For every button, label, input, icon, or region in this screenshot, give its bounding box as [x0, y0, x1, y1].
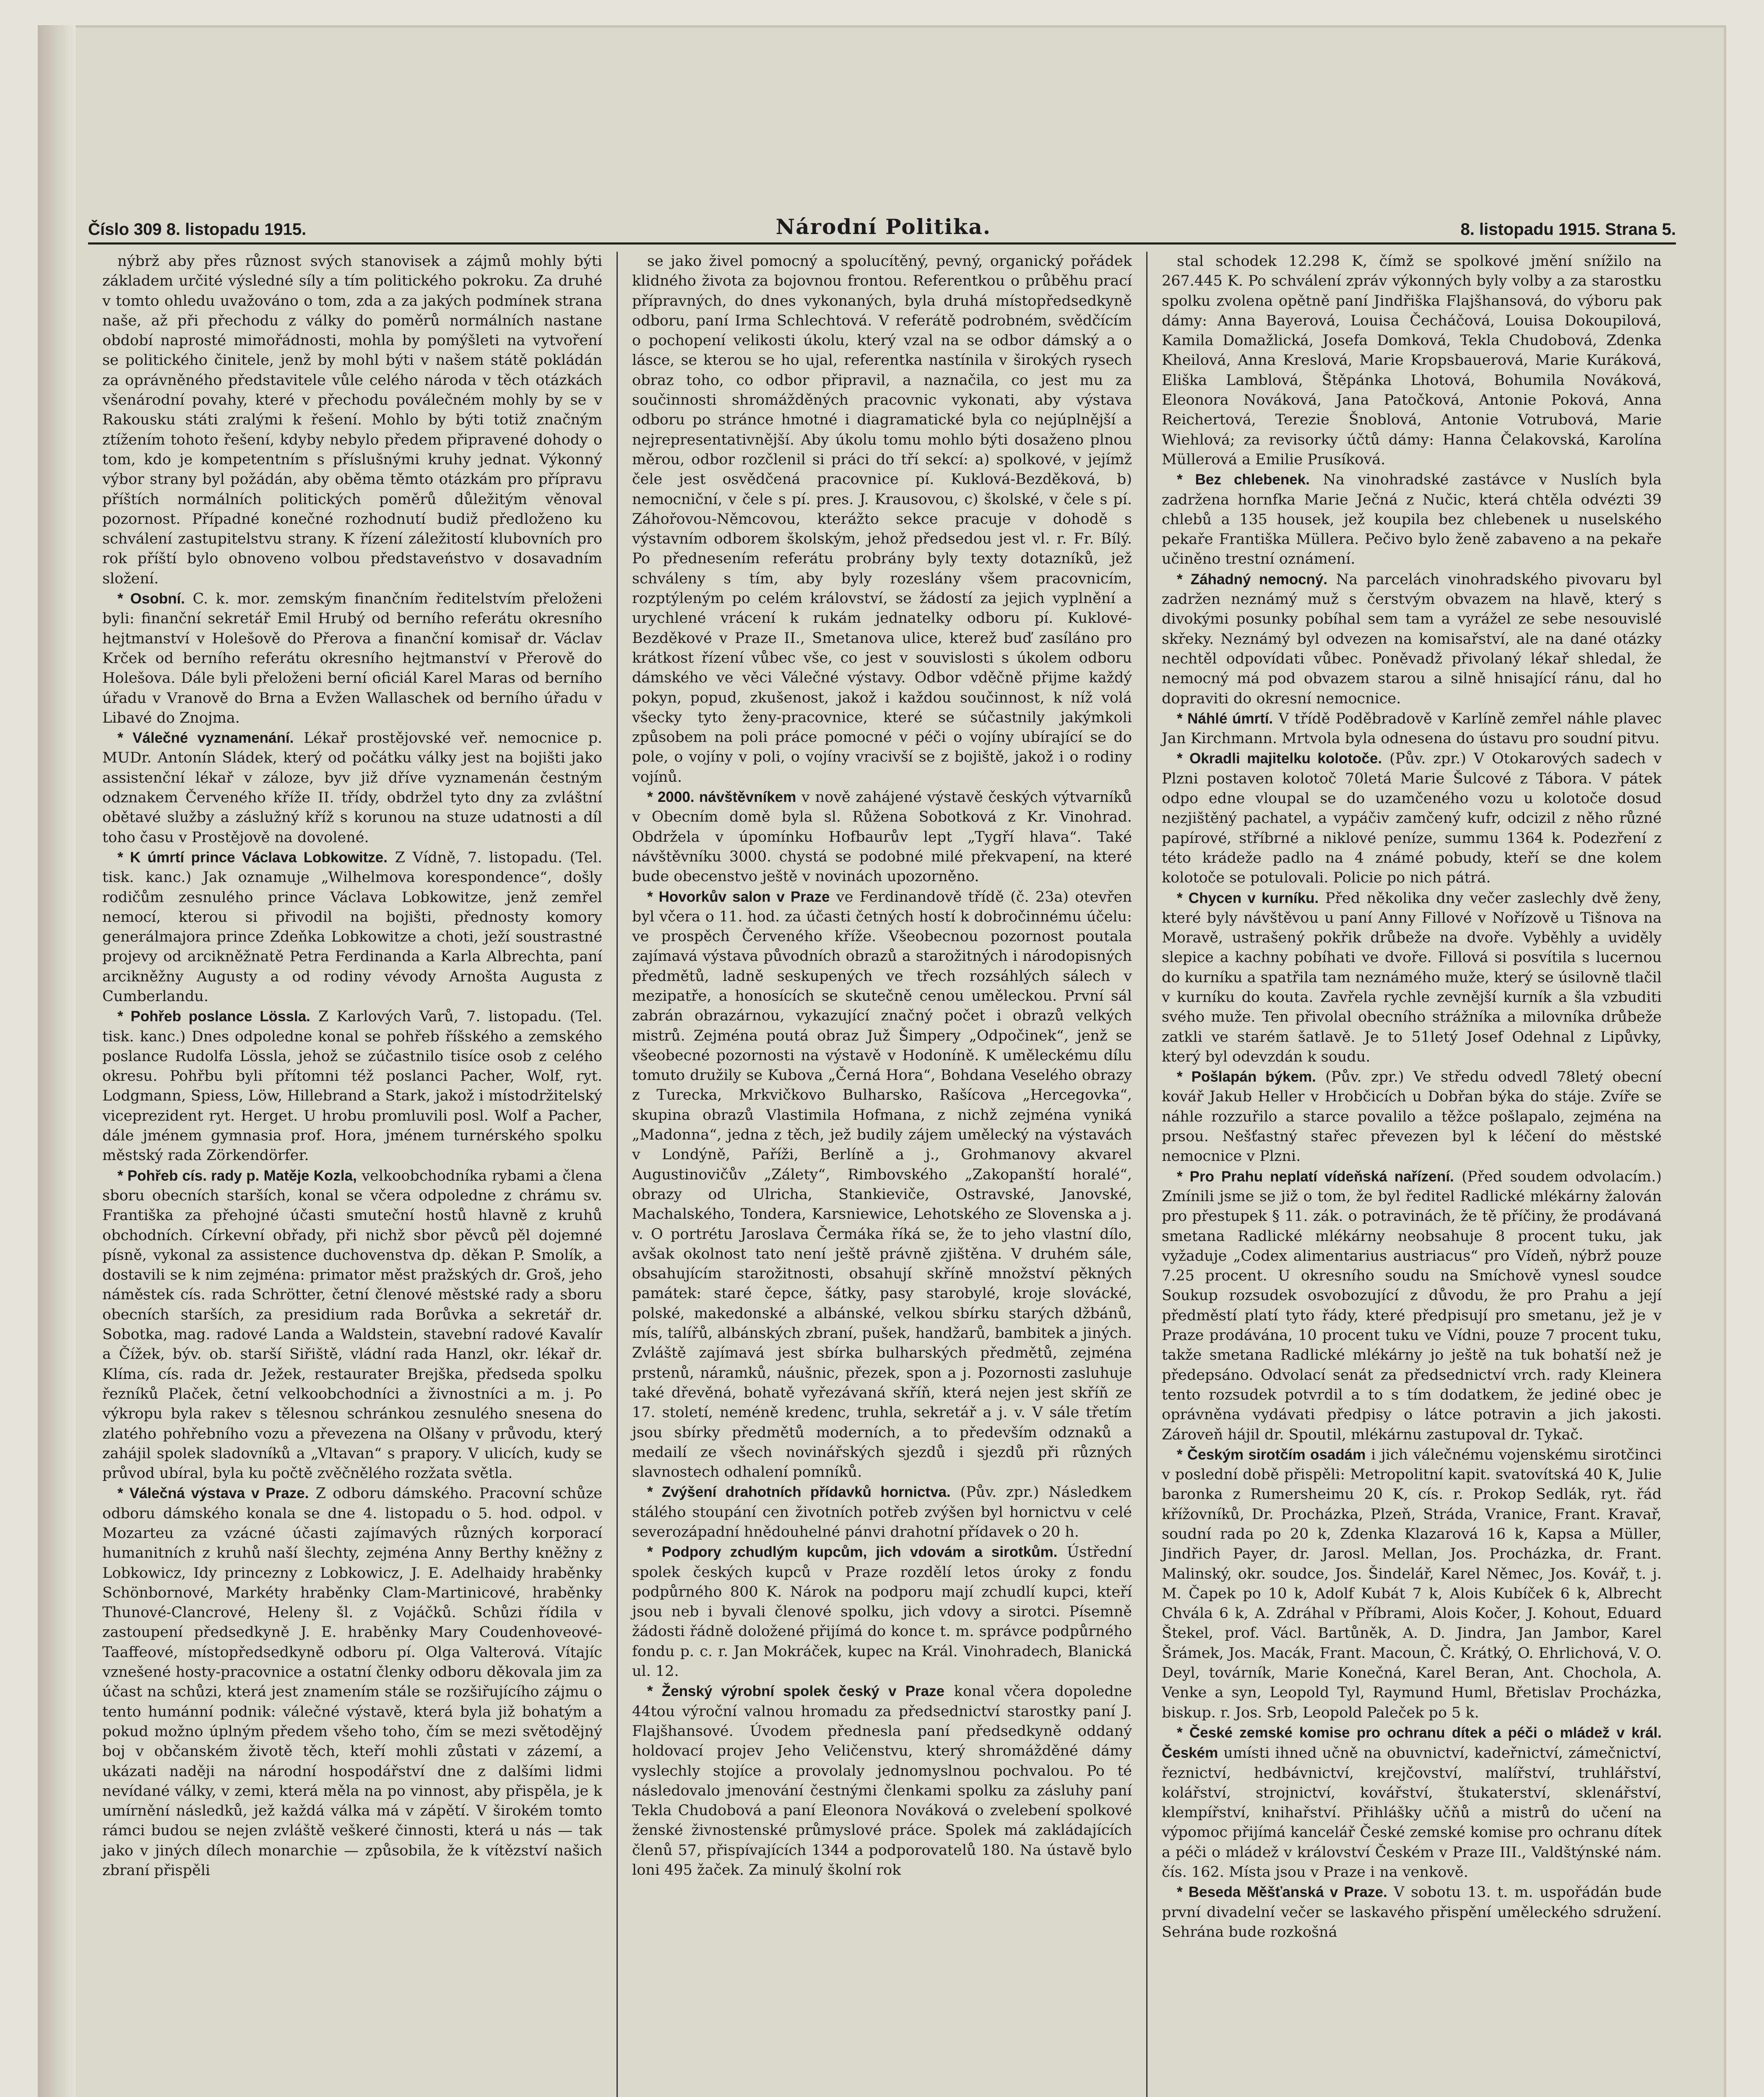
text-columns: [88, 252, 1676, 2097]
article-paragraph: [1162, 470, 1662, 569]
article-paragraph: [632, 252, 1132, 787]
article-paragraph: [102, 848, 602, 1007]
article-paragraph: [102, 728, 602, 848]
article-text: konal včera dopoledne 44tou výroční valnou hromadu za předsednictví starostky paní J. Flajšhansové. Úvodem přednesla paní předsedkyně oddaný holdovací projev Jeho Veličenstvu, který shromážděné dámy vyslechly stojíce a provolaly jednomyslnou pochvalou. Po té následovalo jmenování čestnými členkami spolku za zásluhy paní Tekla Chudobová a paní Eleonora Nováková o zvelebení spolkové ženské živnostenské průmyslové práce. Spolek má zakládajících členů 57, přispívajících 1344 a podporovatelů 180. Na ústavě bylo loni 495 žaček. Za minulý školní rok: [632, 1683, 1132, 1879]
article-heading: * České zemské komise pro ochranu dítek a péči o mládež v král. Českém: [1162, 1724, 1662, 1761]
article-text: v nově zahájené výstavě českých výtvarníků v Obecním domě byla sl. Růžena Sobotková z Kr. Vinohrad. Obdržela v úpomínku Hofbaurův lept „Tygří hlava“. Také návštěvníku 3000. chystá se podobné milé překvapení, na které bude obecenstvo ještě v novinách upozorněno.: [632, 789, 1132, 885]
article-text: V třídě Poděbradově v Karlíně zemřel náhle plavec Jan Kirchmann. Mrtvola byla odnesena do ústavu pro soudní pitvu.: [1162, 710, 1662, 747]
article-text: (Pův. zpr.) Ve středu odvedl 78letý obecní kovář Jakub Heller v Hrobčicích u Dobřan býka do stáje. Zvíře se náhle rozzuřilo a starce povalilo a těžce pošlapalo, zejména na prsou. Nešťastný stařec převezen byl k léčení do městské nemocnice v Plzni.: [1162, 1069, 1662, 1165]
article-paragraph: [1162, 1067, 1662, 1166]
column-1: [88, 252, 617, 2097]
article-text: (Před soudem odvolacím.) Zmínili jsme se již o tom, že byl ředitel Radlické mlékárny žalován pro přestupek § 11. zák. o potravinách, že tě příčiny, že prodávaná smetana Radlické mlékárny neobsahuje 8 procent tuku, jak vyžaduje „Codex alimentarius austriacus“ pro Vídeň, nýbrž pouze 7.25 procent. U okresního soudu na Smíchově vynesl soudce Soukup rozsudek osvobozující z důvodu, že pro Prahu a její předměstí platí tyto řády, které předpisují pro smetanu, jež je v Praze prodávána, 10 procent tuku ve Vídni, pouze 7 procent tuku, takže smetana Radlické mlékárny jo ještě na tuk bohatší než je předepsáno. Odvolací senát za předsednictví vrch. rady Kleinera tento rozsudek potvrdil a to s tím dodatkem, že jediné obec je oprávněna vydávati předpisy o látce potravin a jich jakosti. Zároveň hájil dr. Spoutil, mlékárnu zastupoval dr. Tykač.: [1162, 1168, 1662, 1443]
article-heading: * 2000. návštěvníkem: [647, 789, 796, 806]
article-paragraph: [102, 1007, 602, 1166]
article-paragraph: [1162, 888, 1662, 1067]
issue-number-date: Číslo 309 8. listopadu 1915.: [88, 220, 307, 239]
article-paragraph: [1162, 1167, 1662, 1445]
article-paragraph: [102, 589, 602, 728]
article-text: (Pův. zpr.) V Otokarových sadech v Plzni postaven kolotoč 70letá Marie Šulcové z Tábora. V pátek odpo edne vloupal se do uzamčeného vozu u kolotoče dosud nezjištěný pachatel, a vypáčiv zamčený kufr, odcizil z něho různé papírové, stříbrné a niklové peníze, summu 1364 k. Podezření z této krádeže padlo na 4 známé pobudy, kteří se dne kolem kolotoče se potulovali. Policie po nich pátrá.: [1162, 750, 1662, 887]
article-text: Na vinohradské zastávce v Nuslích byla zadržena hornfka Marie Ječná z Nučic, která chtěla odvézti 39 chlebů a 135 housek, jež koupila bez chlebenek u nuselského pekaře Františka Müllera. Pečivo bylo ženě zabaveno a na pekaře učiněno trestní oznámení.: [1162, 471, 1662, 568]
article-paragraph: [1162, 1723, 1662, 1882]
article-text: i jich válečnému vojenskému sirotčinci v poslední době přispěli: Metropolitní kapit. svatovítská 40 K, Julie baronka z Rumersheimu 20 K, cís. r. Prokop Sedlák, ryt. řád křížovníků, Dr. Procházka, Plzeň, Stráda, Vranice, Frant. Kravař, soudní rada po 20 k, Zdenka Klazarová 16 k, Kapsa a Müller, Jindřich Payer, dr. Jarosl. Mellan, Jos. Procházka, dr. Frant. Malinský, okr. soudce, Jos. Šindelář, Karel Němec, Jos. Kovář, t. j. M. Čapek po 10 k, Adolf Kubát 7 k, Alois Kubíček 6 k, Albrecht Chvála 6 k, A. Zdráhal v Příbrami, Alois Kočer, J. Kohout, Eduard Štekel, prof. Václ. Bartůněk, A. D. Jindra, Jan Jambor, Karel Šrámek, Jos. Macák, Frant. Macoun, Č. Krátký, O. Ehrlichová, V. O. Deyl, továrník, Marie Konečná, Karel Beran, Ant. Chochola, A. Venke a syn, Leopold Tyl, Raymund Huml, Břetislav Procházka, biskup. r. Jos. Srb, Leopold Paleček po 5 k.: [1162, 1446, 1662, 1721]
article-paragraph: [632, 887, 1132, 1483]
article-paragraph: [632, 1482, 1132, 1542]
article-text: Před několika dny večer zaslechly dvě ženy, které byly návštěvou u paní Anny Fillové v Nořízově u Tišnova na Moravě, ustrašený pokřik drůbeže na dvoře. Vyběhly a uviděly slepice a kachny pobíhati ve dvoře. Fillová si posvítila s lucernou do kurníku a spatřila tam neznámého muže, který se úsilovně tlačil v kurníku do kouta. Zavřela rychle zevnější kurník a šla vzbuditi svého muže. Ten přivolal obecního strážníka a milovníka drůbeže zatkli ve starém šatlavě. Je to 51letý Josef Odehnal z Lipůvky, který byl odevzdán k soudu.: [1162, 890, 1662, 1065]
article-paragraph: [1162, 1445, 1662, 1723]
article-heading: * Beseda Měšťanská v Praze.: [1177, 1884, 1387, 1901]
article-heading: * Okradli majitelku kolotoče.: [1177, 750, 1382, 767]
article-text: Z odboru dámského. Pracovní schůze odboru dámského konala se dne 4. listopadu o 5. hod. odpol. v Mozarteu za vzácné účasti zajímavých různých korporací humanitních z kruhů naší šlechty, zejména Anny Berthy kněžny z Lobkowicz, Idy princezny z Lobkowicz, J. E. Adelhaidy hraběnky Schönbornové, Markéty hraběnky Clam-Martinicové, hraběnky Thunové-Clancrové, Heleny šl. z Vojáčků. Schůzi řídila v zastoupení předsedkyně J. E. hraběnky Mary Coudenhoveové-Taaffeové, místopředsedkyně odboru pí. Olga Valterová. Vítajíc vznešené hosty-pracovnice a ostatní členky odboru děkovala jim za účast na schůzi, která jest znamením stále se rozšiřujícího zájmu o tento humánní podnik: válečné výstavě, která byla již bohatým a pokud možno úplným předem všeho toho, čím se mezi světodějný boj v občanském životě těch, kteří mohli zůstati v zázemí, a ukázati naději na národní hospodářství dne z dalšími lidmi nevídané války, v zemi, která měla na po vinnost, aby přispěla, je k umírnění následků, jež každá válka má v zápětí. V širokém tomto rámci budou se nejen zvláště veškeré činnosti, která u nás — tak jako v jiných dílech monarchie — způsobila, že k vítězství našich zbraní přispěli: [102, 1485, 602, 1879]
article-heading: * Pohřeb poslance Lössla.: [117, 1008, 310, 1025]
article-text: C. k. mor. zemským finančním ředitelstvím přeloženi byli: finanční sekretář Emil Hrubý od berního referátu okresního hejtmanství v Holešově do Přerova a finanční komisař dr. Václav Krček od berního referátu okresního hejtmanství v Přerově do Holešova. Dále byli přeloženi berní oficiál Karel Maras od berního úřadu v Vranově do Brna a Evžen Wallaschek od berního úřadu v Libavé do Znojma.: [102, 591, 602, 726]
article-paragraph: [632, 787, 1132, 887]
article-paragraph: [1162, 570, 1662, 709]
date-page-number: 8. listopadu 1915. Strana 5.: [1460, 220, 1676, 239]
article-text: Lékař prostějovské veř. nemocnice p. MUDr. Antonín Sládek, který od počátku války jest na bojišti jako assistenční lékař v záloze, byv již dříve vyznamenán čestným odznakem Červeného kříže II. třídy, obdržel tyto dny za zvláštní obětavé služby a záslužný kříž s korunou na stuze udatnosti a díl toho času v Prostějově na dovolené.: [102, 730, 602, 846]
article-heading: * Náhlé úmrtí.: [1177, 710, 1273, 727]
article-paragraph: [1162, 749, 1662, 888]
article-paragraph: [102, 1166, 602, 1484]
article-paragraph: [632, 1542, 1132, 1681]
newspaper-page: [38, 25, 1726, 2097]
article-text: se jako živel pomocný a spolucítěný, pevný, organický pořádek klidného života za bojovnou frontou. Referentkou o průběhu prací přípravných, do dnes vykonaných, byla druhá místopředsedkyně odboru, paní Irma Schlechtová. V referátě podrobném, svědčícím o pochopení velikosti úkolu, který vzal na se odbor dámský a o lásce, se kterou se ho ujal, referentka nastínila v širokých rysech obraz toho, co odbor připravil, a naznačila, co jest mu za součinnosti shromážděných pracovnic vykonati, aby výstava odboru po stránce hmotné i diagramatické byla co nejúplnější a nejrepresentativnější. Aby úkolu tomu mohlo býti dosaženo plnou měrou, odbor rozčlenil si práci do tří sekcí: a) spolkové, v jejímž čele jest osvědčená pracovnice pí. Kuklová-Bezděková, b) nemocniční, v čele s pí. pres. J. Krausovou, c) školské, v čele s pí. Záhořovou-Němcovou, kterážto sekce pracuje v dohodě s výstavním odborem školským, jehož předsedou jest vl. r. Fr. Bílý. Po přednesením referátu probrány byly texty dotazníků, jež schváleny s tím, aby byly rozeslány všem pracovnicím, rozptýleným po celém království, se žádostí za jejich vyplnění a urychlené vrácení k rukám jednatelky odboru pí. Kuklové-Bezděkové v Praze II., Smetanova ulice, kterež buď zasíláno pro krátkost řízení vůbec vše, co jest v souvislosti s úkolem odboru dámského ve věci Válečné výstavy. Odbor vděčně přijme každý pokyn, popud, zkušenost, jakož i každou součinnost, k níž volá všecky tyto ženy-pracovnice, které se súčastnily jakýmkoli způsobem na poli práce pomocné v péči o vojíny ubírající se do pole, o vojíny v poli, o vojíny vracivší se z bojiště, jakož i o rodiny vojínů.: [632, 253, 1132, 786]
article-text: Na parcelách vinohradského pivovaru byl zadržen neznámý muž s čerstvým obvazem na hlavě, který s divokými posunky pobíhal sem tam a vyrážel ze sebe nesouvislé skřeky. Neznámý byl odvezen na komisařství, ale na dané otázky nechtěl odpovídati vůbec. Poněvadž přivolaný lékař shledal, že nemocný má pod obvazem starou a silně hnisající ránu, dal ho dopraviti do okresní nemocnice.: [1162, 571, 1662, 707]
article-heading: * Podpory zchudlým kupcům, jich vdovám a sirotkům.: [647, 1544, 1058, 1561]
article-heading: * Hovorkův salon v Praze: [647, 888, 830, 905]
article-paragraph: [632, 1681, 1132, 1880]
article-text: nýbrž aby přes různost svých stanovisek a zájmů mohly býti základem určité výsledné síly a tím politického pokroku. Za druhé v tomto ohledu uvažováno o tom, zda a za jakých podmínek strana naše, až při přechodu z války do poměrů normálních nastane období naprosté mimořádnosti, mohla by pomýšleti na vytvoření se politického činitele, jenž by mohl býti v našem státě pokládán za oprávněného představitele vůle celého národa v těch otázkách všenárodní povahy, které v přechodu poválečném mohly by se v Rakousku státi zralými k řešení. Mohlo by býti totiž značným ztížením tohoto řešení, kdyby nebylo předem připravené dohody o tom, kdo je kompetentním s příslušnými kruhy jednat. Výkonný výbor strany byl požádán, aby oběma těmto otázkám pro přípravu příštích normálních politických poměrů důležitým věnoval pozornost. Případné konečné rozhodnutí budiž předloženo ku schválení zastupitelstvu strany. K řízení záležitostí klubovních pro rok příští bylo obnoveno volbou představeństvo v dosavadním složení.: [102, 253, 602, 587]
article-heading: * Ženský výrobní spolek český v Praze: [647, 1683, 945, 1700]
article-paragraph: [102, 252, 602, 589]
article-text: ve Ferdinandově třídě (č. 23a) otevřen byl včera o 11. hod. za účasti četných hostí k dobročinnému účelu: ve prospěch Červeného kříže. Všeobecnou pozornost poutala zajímavá výstava původních obrazů a starožitných i národopisných předmětů, ladně seskupených ve třech rozsáhlých sálech v mezipatře, a honosících se skutečně cenou uměleckou. První sál zabrán obrazárnou, vykazující značný počet i obrazů velkých mistrů. Zejména poutá obraz Juž Šimpery „Odpočinek“, jenž se všeobecné pozornosti na výstavě v Hodoníně. K uměleckému dílu tomuto družily se Kubova „Černá Hora“, Bohdana Veselého obrazy z Turecka, Mrkvičkovo Bulharsko, Rašícova „Hercegovka“, skupina obrazů Vlastimila Hofmana, z nichž zejména vyniká „Madonna“, jedna z těch, jež budily zájem umělecký na výstavách v Londýně, Paříži, Berlíně a j., Grohmanovy akvarel Augustinovičův „Zálety“, Rimbovského „Zakopanští horalé“, obrazy od Ulricha, Stankieviče, Ostravské, Janovské, Machalského, Tondera, Karsniewice, Lehotského ze Slovenska a j. v. O portrétu Jaroslava Čermáka říká se, že to jeho vlastní dílo, avšak okolnost tato není ještě právně zjištěna. V druhém sále, obsahujícím starožitnosti, obsahují skříně množství pěkných památek: staré čepce, šátky, pasy starobylé, kroje slovácké, polské, makedonské a albánské, velkou sbírku starých džbánů, mís, talířů, albánských zbraní, pušek, handžarů, bambitek a jiných. Zvláště zajímavá jest sbírka bulharských předmětů, zejména prstenů, náramků, náušnic, přezek, spon a j. Pozornosti zasluhuje také dřevěná, bohatě vyřezávaná skříň, která nejen jest skříň ze 17. století, neméně kredenc, truhla, sekretář a j. v. V sále třetím jsou sbírky předmětů moderních, a to především odznaků a medailí ze všech novinářských sjezdů i sjezdů při různých slavnostech odhalení pomníků.: [632, 888, 1132, 1481]
article-heading: * K úmrtí prince Václava Lobkowitze.: [117, 849, 388, 866]
article-heading: * Osobní.: [117, 591, 185, 607]
article-heading: * Válečné vyznamenání.: [117, 730, 294, 747]
running-header: [88, 210, 1676, 245]
article-text: stal schodek 12.298 K, čímž se spolkové jmění snížilo na 267.445 K. Po schválení zpráv výkonných byly volby a za starostku spolku zvolena opětně paní Jindřiška Flajšhansová, do výboru pak dámy: Anna Bayerová, Louisa Čecháčová, Louisa Dokoupilová, Kamila Domažlická, Josefa Domková, Tekla Chudobová, Zdenka Kheilová, Anna Kreslová, Marie Kropsbauerová, Marie Kuráková, Eliška Lamblová, Štěpánka Lhotová, Bohumila Nováková, Eleonora Nováková, Jana Patočková, Antonie Poková, Anna Reichertová, Terezie Šnoblová, Antonie Votrubová, Marie Wiehlová; za revisorky účtů dámy: Hanna Čelakovská, Karolína Müllerová a Emilie Prusíková.: [1162, 253, 1662, 468]
newspaper-title: Národní Politika.: [775, 214, 991, 239]
article-text: umísti ihned učně na obuvnictví, kadeřnictví, zámečnictví, řeznictví, hedbávnictví, krejčovství, malířství, truhlářství, kolářství, strojnictví, kovářství, štukaterství, sklenářství, klempířství, knihařství. Přihlášky učňů a mistrů do učení na výpomoc přijímá kancelář České zemské komise pro ochranu dítek a péči o mládež v království Českém v Praze III., Valdštýnské nám. čís. 162. Místa jsou v Praze i na venkově.: [1162, 1745, 1662, 1881]
article-paragraph: [102, 1483, 602, 1881]
article-heading: * Bez chlebenek.: [1177, 471, 1310, 488]
article-text: Ústřední spolek českých kupců v Praze rozdělí letos úroky z fondu podpůrného 800 K. Nárok na podporu mají zchudlí kupci, kteří jsou neb i byvali členové spolku, jich vdovy a sirotci. Písemně žádosti řádně doložené přijímá do konce t. m. správce podpůrného fondu p. c. r. Jan Mokráček, kupec na Král. Vinohradech, Blanická ul. 12.: [632, 1544, 1132, 1680]
article-heading: * Pohřeb cís. rady p. Matěje Kozla,: [117, 1167, 357, 1184]
article-heading: * Válečná výstava v Praze.: [117, 1485, 309, 1502]
column-3: [1146, 252, 1676, 2097]
article-text: V sobotu 13. t. m. uspořádán bude první divadelní večer se laskavého přispění uměleckého sdružení. Sehrána bude rozkošná: [1162, 1884, 1662, 1941]
article-heading: * Chycen v kurníku.: [1177, 890, 1319, 906]
article-paragraph: [1162, 709, 1662, 749]
article-heading: * Zvýšení drahotních přídavků hornictva.: [647, 1484, 951, 1501]
page-binding-edge: [38, 25, 75, 2097]
article-text: Z Vídně, 7. listopadu. (Tel. tisk. kanc.) Jak oznamuje „Wilhelmova korespondence“, došly rodičům zesnulého prince Václava Lobkowitze, jenž zemřel nemocí, kterou si přivodil na bojišti, přednosty komory generálmajora prince Zdeňka Lobkowitze a choti, ježí soustrastné projevy od arcikněžnatě Petra Ferdinanda a Karla Albrechta, paní arcikněžny Augusty a od rodiny vévody Arnošta Augusta z Cumberlandu.: [102, 849, 602, 1005]
article-paragraph: [1162, 252, 1662, 470]
article-heading: * Záhadný nemocný.: [1177, 571, 1328, 588]
article-heading: * Pošlapán býkem.: [1177, 1069, 1316, 1085]
article-heading: * Českým sirotčím osadám: [1177, 1446, 1366, 1463]
column-2: [617, 252, 1146, 2097]
article-heading: * Pro Prahu neplatí vídeňská nařízení.: [1177, 1168, 1454, 1185]
article-text: velkoobchodníka rybami a člena sboru obecních starších, konal se včera odpoledne z chrámu sv. Františka za přehojné účasti smuteční hostů hlavně z kruhů obchodních. Církevní obřady, při nichž sbor pěvců pěl dojemné písně, vykonal za assistence duchovenstva dp. děkan P. Smolík, a dostavili se k nim zejména: primator měst pražských dr. Groš, jeho náměstek cís. rada Schrötter, četní členové městské rady a sboru obecních starších, za presidium rada Borůvka a sekretář dr. Sobotka, mag. radové Landa a Waldstein, stavební radové Kavalír a Čížek, býv. ob. starší Siřiště, vládní rada Hanzl, okr. lékař dr. Klíma, cís. rada dr. Ježek, restaurater Brejška, předseda spolku řezníků Plaček, četní velkoobchodníci a živnostníci a m. j. Po výkropu byla rakev s tělesnou schránkou zesnulého snesena do zlatého pohřebního vozu a převezena na Olšany v průvodu, který zahájil spolek sladovníků a „Vltavan“ s prapory. V ulicích, kudy se průvod ubíral, byla ku počtě zvěčnělého rozžata světla.: [102, 1167, 602, 1482]
article-paragraph: [1162, 1882, 1662, 1942]
article-text: Z Karlových Varů, 7. listopadu. (Tel. tisk. kanc.) Dnes odpoledne konal se pohřeb říšského a zemského poslance Rudolfa Lössla, jehož se zúčastnilo tisíce osob z celého okresu. Pohřbu byli přítomni též poslanci Pacher, Wolf, ryt. Lodgmann, Spiess, Löw, Hillebrand a Stark, jakož i místodržitelský viceprezident ryt. Herget. U hrobu promluvili posl. Wolf a Pacher, dále jménem gymnasia prof. Hora, jménem turnérského spolku městský rada Zörkendörfer.: [102, 1008, 602, 1164]
article-text: (Pův. zpr.) Následkem stálého stoupání cen životních potřeb zvýšen byl hornictvu v celé severozápadní hnědouhelné pánvi drahotní přídavek o 20 h.: [632, 1484, 1132, 1540]
